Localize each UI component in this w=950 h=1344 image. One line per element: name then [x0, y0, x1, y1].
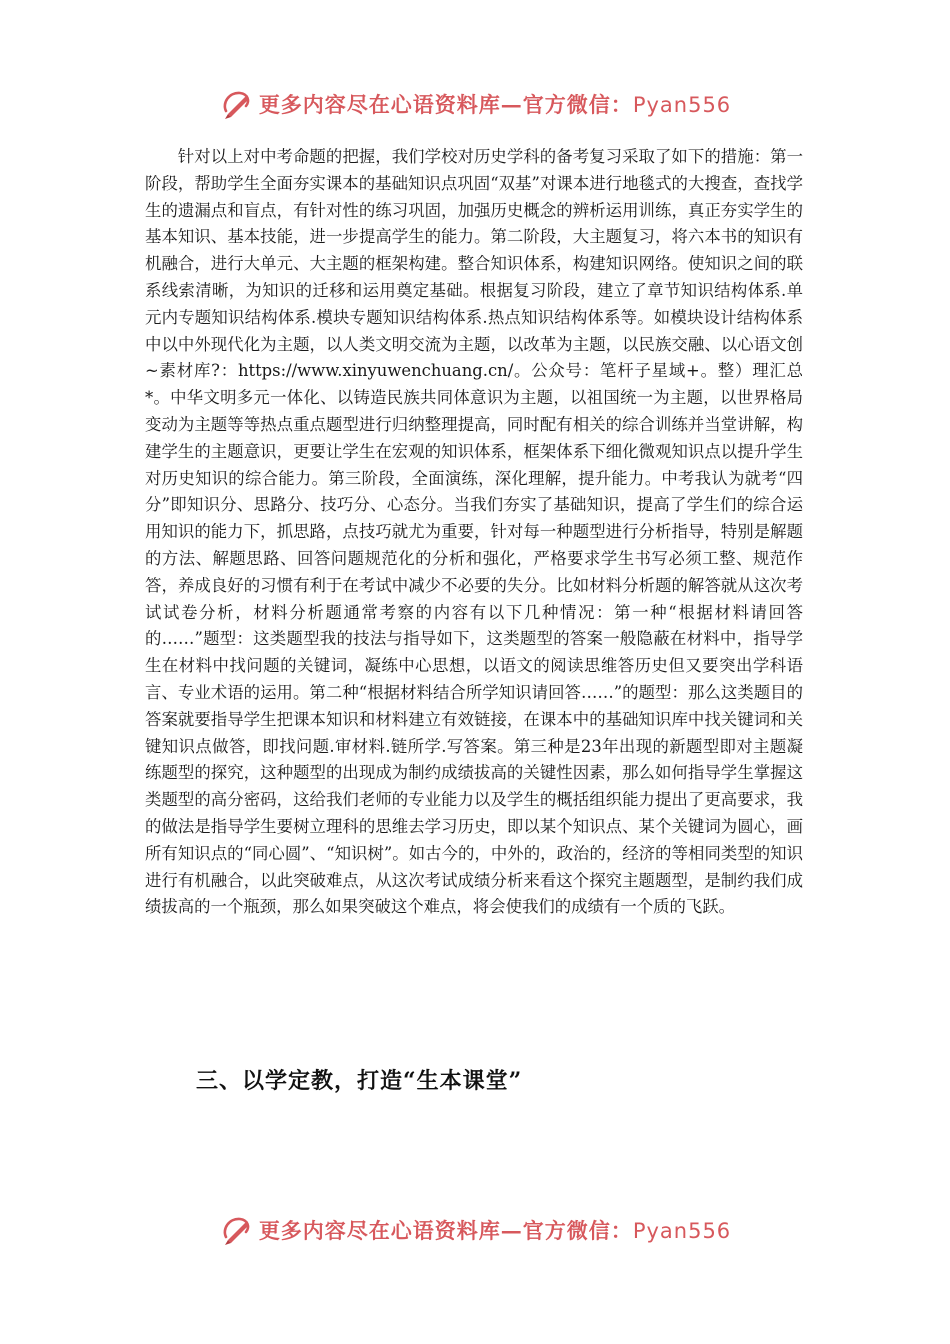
pen-brush-logo-icon	[219, 87, 253, 121]
footer-banner	[0, 1210, 950, 1250]
header-banner-label: 更多内容尽在心语资料库—官方微信：	[258, 92, 633, 117]
section-heading: 三、以学定教，打造“生本课堂”	[196, 1068, 523, 1094]
header-banner	[0, 84, 950, 124]
header-wechat-id: Pyan556	[632, 93, 732, 117]
footer-banner-text	[259, 1215, 731, 1245]
body-paragraph: 针对以上对中考命题的把握，我们学校对历史学科的备考复习采取了如下的措施：第一阶段，帮助学生全面夯实课本的基础知识点巩固“双基”对课本进行地毯式的大搜查，查找学生的遗漏点和盲点，有针对性的练习巩固，加强历史概念的辨析运用训练，真正夯实学生的基本知识、基本技能，进一步提高学生的能力。第二阶段，大主题复习，将六本书的知识有机融合，进行大单元、大主题的框架构建。整合知识体系，构建知识网络。使知识之间的联系线索清晰，为知识的迁移和运用奠定基础。根据复习阶段，建立了章节知识结构体系.单元内专题知识结构体系.模块专题知识结构体系.热点知识结构体系等。如模块设计结构体系中以中外现代化为主题，以人类文明交流为主题，以改革为主题，以民族交融、以心语文创~素材库?：https://www.xinyuwenchuang.cn/。公众号：笔杆子星域+。整）理汇总*。中华文明多元一体化、以铸造民族共同体意识为主题，以祖国统一为主题，以世界格局变动为主题等等热点重点题型进行归纳整理提高，同时配有相关的综合训练并当堂讲解，构建学生的主题意识，更要让学生在宏观的知识体系，框架体系下细化微观知识点以提升学生对历史知识的综合能力。第三阶段，全面演练，深化理解，提升能力。中考我认为就考“四分”即知识分、思路分、技巧分、心态分。当我们夯实了基础知识，提高了学生们的综合运用知识的能力下，抓思路，点技巧就尤为重要，针对每一种题型进行分析指导，特别是解题的方法、解题思路、回答问题规范化的分析和强化，严格要求学生书写必须工整、规范作答，养成良好的习惯有利于在考试中减少不必要的失分。比如材料分析题的解答就从这次考试试卷分析，材料分析题通常考察的内容有以下几种情况：第一种“根据材料请回答的……”题型：这类题型我的技法与指导如下，这类题型的答案一般隐蔽在材料中，指导学生在材料中找问题的关键词，凝练中心思想，以语文的阅读思维答历史但又要突出学科语言、专业术语的运用。第二种“根据材料结合所学知识请回答……”的题型：那么这类题目的答案就要指导学生把课本知识和材料建立有效链接，在课本中的基础知识库中找关键词和关键知识点做答，即找问题.审材料.链所学.写答案。第三种是23年出现的新题型即对主题凝练题型的探究，这种题型的出现成为制约成绩拔高的关键性因素，那么如何指导学生掌握这类题型的高分密码，这给我们老师的专业能力以及学生的概括组织能力提出了更高要求，我的做法是指导学生要树立理科的思维去学习历史，即以某个知识点、某个关键词为圆心，画所有知识点的“同心圆”、“知识树”。如古今的，中外的，政治的，经济的等相同类型的知识进行有机融合，以此突破难点，从这次考试成绩分析来看这个探究主题题型，是制约我们成绩拔高的一个瓶颈，那么如果突破这个难点，将会使我们的成绩有一个质的飞跃。	[145, 147, 803, 917]
pen-brush-logo-icon	[219, 1213, 253, 1247]
footer-banner-label: 更多内容尽在心语资料库—官方微信：	[258, 1218, 633, 1243]
footer-wechat-id: Pyan556	[632, 1219, 732, 1243]
header-banner-text	[259, 89, 731, 119]
